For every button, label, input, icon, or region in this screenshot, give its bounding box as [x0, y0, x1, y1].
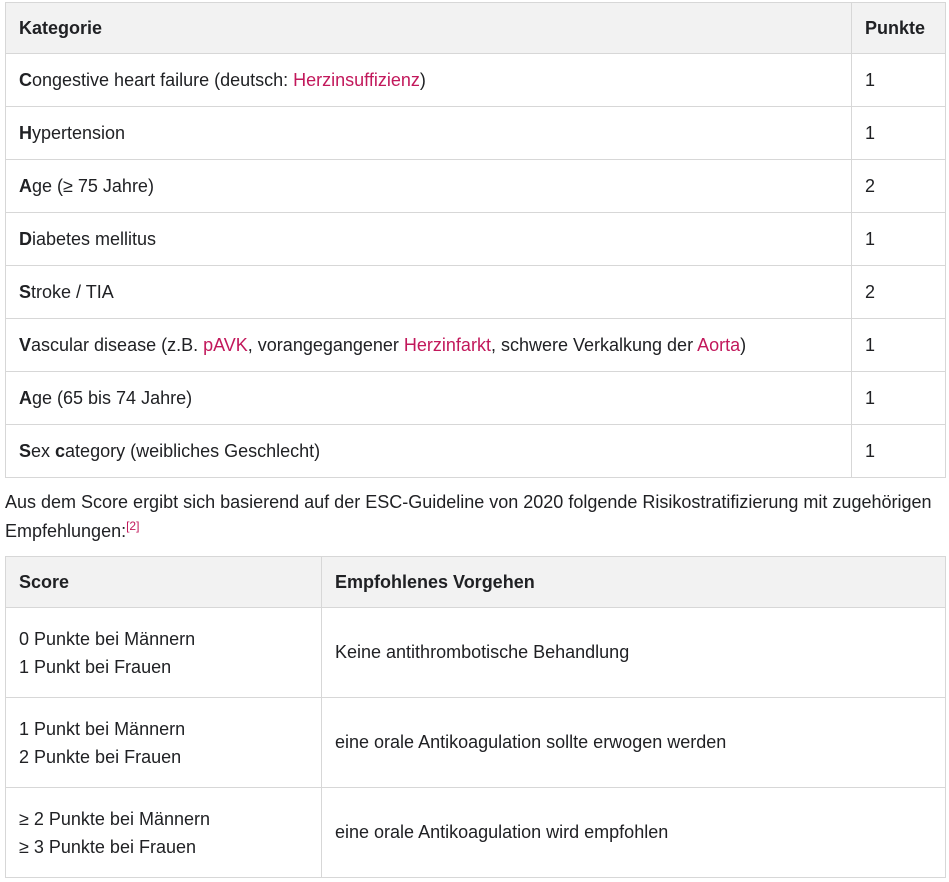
score-women: 2 Punkte bei Frauen	[19, 746, 182, 767]
acronym-letter: c	[55, 440, 66, 461]
table-row	[6, 160, 946, 213]
category-cell	[6, 107, 852, 160]
category-text: , schwere Verkalkung der	[490, 334, 698, 355]
acronym-letter: H	[19, 122, 32, 143]
score-women: 1 Punkt bei Frauen	[19, 656, 172, 677]
link-herzinfarkt[interactable]: Herzinfarkt	[403, 334, 491, 355]
table-row	[6, 425, 946, 478]
points-cell: 2	[852, 160, 946, 213]
score-men: 1 Punkt bei Männern	[19, 718, 186, 739]
acronym-letter: S	[19, 440, 32, 461]
table-row	[6, 788, 946, 878]
recommendation-table	[5, 556, 946, 878]
score-cell	[6, 788, 322, 878]
recommendation-cell: Keine antithrombotische Behandlung	[322, 608, 946, 698]
acronym-letter: A	[19, 387, 32, 408]
header-kategorie: Kategorie	[6, 3, 852, 54]
category-text: ypertension	[32, 122, 126, 143]
acronym-letter: D	[19, 228, 32, 249]
score-cell	[6, 698, 322, 788]
category-cell	[6, 213, 852, 266]
header-vorgehen: Empfohlenes Vorgehen	[322, 557, 946, 608]
category-cell	[6, 160, 852, 213]
category-text: ex	[31, 440, 56, 461]
points-cell: 1	[852, 319, 946, 372]
score-cell	[6, 608, 322, 698]
table-row	[6, 372, 946, 425]
table-row	[6, 608, 946, 698]
category-text: ascular disease (z.B.	[31, 334, 204, 355]
acronym-letter: C	[19, 69, 32, 90]
header-score: Score	[6, 557, 322, 608]
header-punkte: Punkte	[852, 3, 946, 54]
score-women: ≥ 3 Punkte bei Frauen	[19, 836, 196, 857]
score-men: 0 Punkte bei Männern	[19, 628, 196, 649]
recommendation-cell: eine orale Antikoagulation sollte erwogen werden	[322, 698, 946, 788]
category-text: ge (65 bis 74 Jahre)	[32, 387, 193, 408]
category-cell	[6, 425, 852, 478]
table-row	[6, 319, 946, 372]
table-header-row	[6, 557, 946, 608]
recommendation-cell: eine orale Antikoagulation wird empfohlen	[322, 788, 946, 878]
reference-link[interactable]: [2]	[126, 519, 140, 533]
points-cell: 1	[852, 107, 946, 160]
category-text: ge (≥ 75 Jahre)	[32, 175, 154, 196]
points-cell: 1	[852, 425, 946, 478]
points-cell: 1	[852, 213, 946, 266]
category-text: ongestive heart failure (deutsch:	[32, 69, 294, 90]
table-row	[6, 698, 946, 788]
category-text: ategory (weibliches Geschlecht)	[65, 440, 321, 461]
link-pavk[interactable]: pAVK	[203, 334, 248, 355]
table-row	[6, 107, 946, 160]
category-cell	[6, 319, 852, 372]
category-cell	[6, 372, 852, 425]
table-header-row	[6, 3, 946, 54]
category-text: troke / TIA	[31, 281, 114, 302]
acronym-letter: V	[19, 334, 32, 355]
table-row	[6, 213, 946, 266]
category-cell	[6, 266, 852, 319]
table-row	[6, 54, 946, 107]
points-cell: 1	[852, 54, 946, 107]
points-cell: 1	[852, 372, 946, 425]
link-herzinsuffizienz[interactable]: Herzinsuffizienz	[293, 69, 420, 90]
score-men: ≥ 2 Punkte bei Männern	[19, 808, 210, 829]
paragraph-text: Aus dem Score ergibt sich basierend auf der ESC-Guideline von 2020 folgende Risikostratifizierung mit zugehörigen Empfehlungen:	[5, 492, 932, 541]
category-cell	[6, 54, 852, 107]
table-row	[6, 266, 946, 319]
cha2ds2-vasc-table	[5, 2, 946, 478]
acronym-letter: A	[19, 175, 32, 196]
category-text: )	[740, 334, 747, 355]
points-cell: 2	[852, 266, 946, 319]
acronym-letter: S	[19, 281, 32, 302]
category-text: , vorangegangener	[247, 334, 404, 355]
risk-stratification-paragraph	[5, 488, 935, 546]
category-text: )	[419, 69, 426, 90]
category-text: iabetes mellitus	[32, 228, 157, 249]
link-aorta[interactable]: Aorta	[697, 334, 741, 355]
